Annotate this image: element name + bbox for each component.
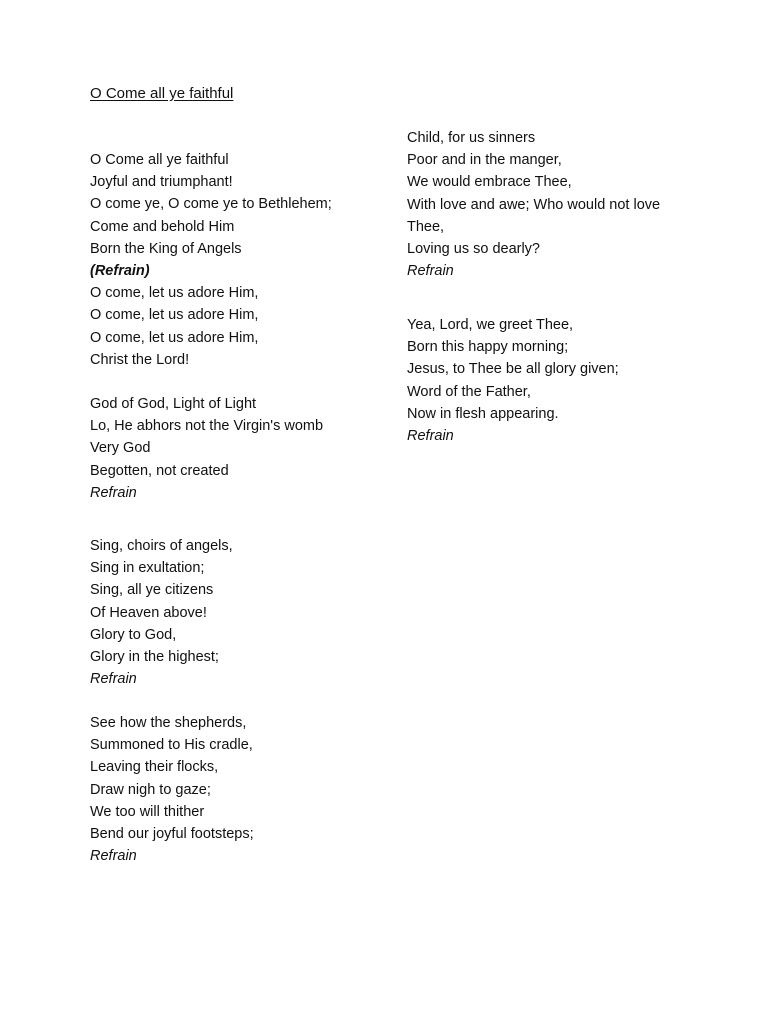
verse-line: Yea, Lord, we greet Thee, [407, 317, 574, 333]
verse-line: Bend our joyful footsteps; [90, 825, 254, 842]
verse-line: Come and behold Him [90, 218, 235, 235]
verse-line: O Come all ye faithful [90, 152, 229, 168]
verse-2 [90, 393, 323, 504]
verse-line: Glory in the highest; [90, 648, 219, 665]
refrain-heading: (Refrain) [90, 262, 150, 279]
refrain-label: Refrain [90, 848, 137, 865]
verse-line: Of Heaven above! [90, 604, 207, 621]
verse-line: Sing, all ye citizens [90, 582, 214, 599]
verse-line: Child, for us sinners [407, 130, 536, 146]
verse-line: Jesus, to Thee be all glory given; [407, 361, 619, 378]
verse-line: Draw nigh to gaze; [90, 781, 211, 798]
verse-line: With love and awe; Who would not love [407, 196, 661, 213]
verse-line: Joyful and triumphant! [90, 174, 233, 191]
verse-line: Word of the Father, [407, 383, 531, 400]
verse-line: Sing in exultation; [90, 560, 205, 577]
refrain-label: Refrain [407, 427, 454, 444]
verse-line: Now in flesh appearing. [407, 405, 559, 422]
verse-line: Very God [90, 440, 151, 457]
refrain-line: O come, let us adore Him, [90, 285, 259, 302]
verse-line: O come ye, O come ye to Bethlehem; [90, 196, 332, 213]
verse-line: Begotten, not created [90, 462, 229, 479]
verse-line: Loving us so dearly? [407, 240, 540, 257]
verse-3 [90, 535, 233, 690]
page-title: O Come all ye faithful [90, 85, 234, 102]
verse-1 [90, 149, 332, 371]
verse-5 [407, 127, 660, 282]
verse-4 [90, 712, 254, 867]
verse-line: Poor and in the manger, [407, 152, 562, 169]
verse-line: Glory to God, [90, 626, 177, 643]
verse-6 [407, 314, 619, 447]
verse-line: God of God, Light of Light [90, 396, 257, 412]
verse-line: Leaving their flocks, [90, 759, 219, 776]
refrain-label: Refrain [90, 671, 137, 688]
verse-line: Thee, [407, 218, 445, 235]
verse-line: Born the King of Angels [90, 240, 242, 257]
verse-line: We too will thither [90, 803, 205, 820]
refrain-label: Refrain [407, 263, 454, 280]
verse-line: See how the shepherds, [90, 715, 247, 731]
refrain-label: Refrain [90, 484, 137, 501]
refrain-line: O come, let us adore Him, [90, 307, 259, 324]
refrain-line: Christ the Lord! [90, 351, 190, 368]
verse-line: Born this happy morning; [407, 339, 569, 356]
verse-line: Lo, He abhors not the Virgin's womb [90, 418, 324, 435]
refrain-line: O come, let us adore Him, [90, 329, 259, 346]
verse-line: We would embrace Thee, [407, 174, 572, 191]
verse-line: Sing, choirs of angels, [90, 538, 233, 554]
verse-line: Summoned to His cradle, [90, 737, 253, 754]
